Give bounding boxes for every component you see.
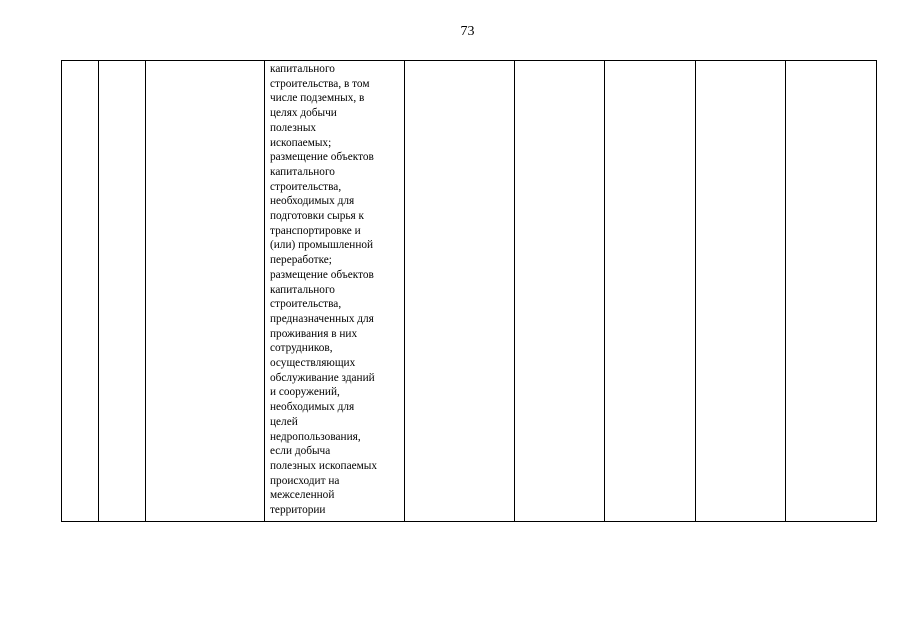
table-cell-8 <box>696 61 786 522</box>
table-cell-description <box>265 61 405 522</box>
description-line: предназначенных для <box>270 312 374 325</box>
description-line: строительства, <box>270 180 342 193</box>
table-cell-7 <box>605 61 696 522</box>
table-cell-6 <box>515 61 605 522</box>
description-line: целях добычи <box>270 107 337 120</box>
table-cell-1 <box>62 61 99 522</box>
description-line: строительства, <box>270 298 342 311</box>
description-line: переработке; <box>270 254 332 267</box>
description-line: сотрудников, <box>270 342 333 355</box>
description-line: полезных ископаемых <box>270 459 377 472</box>
description-line: осуществляющих <box>270 357 356 370</box>
description-line: недропользования, <box>270 430 361 443</box>
description-line: (или) промышленной <box>270 239 374 252</box>
description-line: необходимых для <box>270 195 355 208</box>
description-line: капитального <box>270 165 335 178</box>
description-line: капитального <box>270 63 335 75</box>
description-line: проживания в них <box>270 327 358 340</box>
description-line: происходит на <box>270 474 340 487</box>
description-line: строительства, в том <box>270 77 370 90</box>
description-line: обслуживание зданий <box>270 371 375 384</box>
table-cell-5 <box>405 61 515 522</box>
description-line: числе подземных, в <box>270 92 365 105</box>
description-line: необходимых для <box>270 401 355 414</box>
table-row <box>62 61 877 522</box>
description-line: если добыча <box>270 445 331 458</box>
description-line: и сооружений, <box>270 386 340 399</box>
description-line: капитального <box>270 283 335 296</box>
table-cell-9 <box>786 61 877 522</box>
description-text <box>265 61 404 518</box>
description-line: межселенной <box>270 489 335 502</box>
description-line: размещение объектов <box>270 151 374 164</box>
description-line: целей <box>270 415 298 428</box>
description-line: размещение объектов <box>270 268 374 281</box>
page-number: 73 <box>460 24 475 39</box>
description-line: подготовки сырья к <box>270 210 365 223</box>
description-line: транспортировке и <box>270 224 361 237</box>
description-line: ископаемых; <box>270 136 332 149</box>
document-table <box>61 60 877 522</box>
description-line: территории <box>270 504 326 517</box>
table-cell-2 <box>99 61 146 522</box>
description-line: полезных <box>270 121 317 134</box>
table-cell-3 <box>146 61 265 522</box>
